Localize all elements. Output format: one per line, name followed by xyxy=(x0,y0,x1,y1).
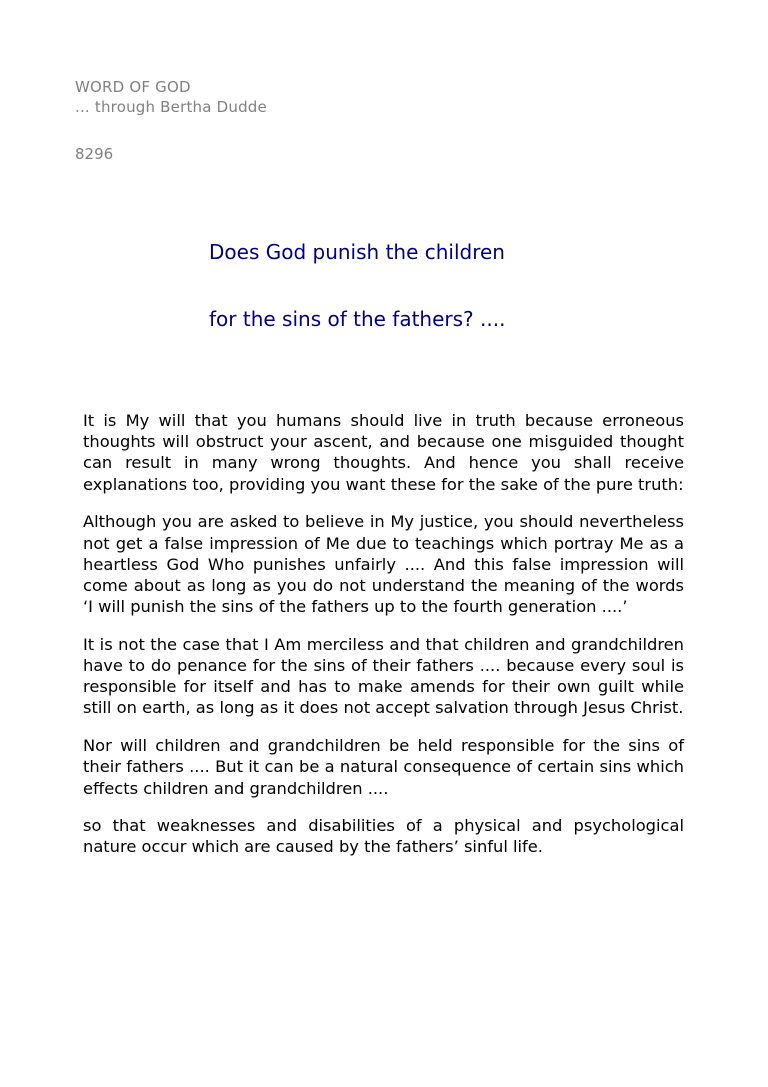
paragraph: It is My will that you humans should live in truth because erroneous thoughts will obstruct your ascent, and because one misguided thought can result in many wrong thoughts. And hence you shall receive explanations too, providing you want these for the sake of the pure truth: xyxy=(83,411,684,494)
document-number: 8296 xyxy=(75,145,114,163)
body-text xyxy=(83,410,684,874)
paragraph: Although you are asked to believe in My justice, you should nevertheless not get a false impression of Me due to teachings which portray Me as a heartless God Who punishes unfairly .... And this false impression will come about as long as you do not understand the meaning of the words ‘I will punish the sins of the fathers up to the fourth generation ....’ xyxy=(83,512,684,617)
paragraph: Nor will children and grandchildren be held responsible for the sins of their fathers .... But it can be a natural consequence of certain sins which effects children and grandchildren .... xyxy=(83,736,684,798)
header-title: WORD OF GOD xyxy=(75,78,191,96)
header-subtitle: ... through Bertha Dudde xyxy=(75,98,267,116)
page-title-line-2: for the sins of the fathers? .... xyxy=(209,307,506,331)
document-header xyxy=(75,77,267,117)
paragraph: It is not the case that I Am merciless and that children and grandchildren have to do penance for the sins of their fathers .... because every soul is responsible for itself and has to make amends for their own guilt while still on earth, as long as it does not accept salvation through Jesus Christ. xyxy=(83,634,684,718)
paragraph: so that weaknesses and disabilities of a physical and psychological nature occur which are caused by the fathers’ sinful life. xyxy=(83,816,684,857)
page-title-line-1: Does God punish the children xyxy=(209,240,505,264)
